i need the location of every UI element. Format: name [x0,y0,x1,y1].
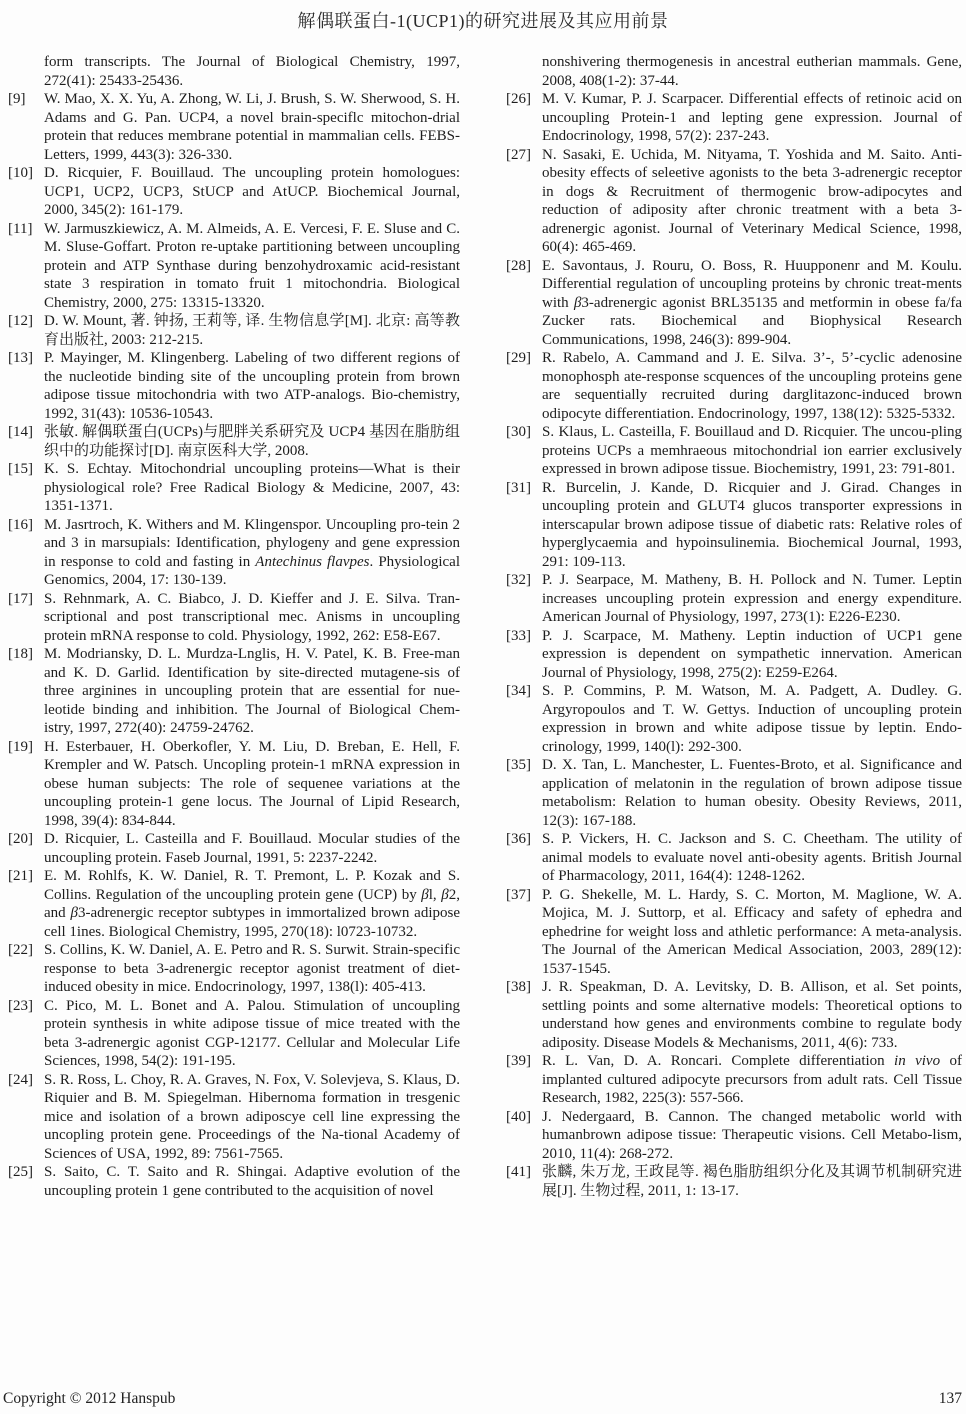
reference-number: [13] [8,350,33,366]
reference-text: K. S. Echtay. Mitochondrial uncoupling proteins—What is their physiological role? Free Radical Biology & Medicine, 2007, 43: 1351-1371. [44,461,460,514]
reference-text: nonshivering thermogenesis in ancestral eutherian mammals. Gene, 2008, 408(1-2): 37-44. [542,54,962,89]
reference-text: M. V. Kumar, P. J. Scarpacer. Differential effects of retinoic acid on uncoupling Protein-1 and lepting gene expression. Journal of Endocrinology, 1998, 57(2): 237-243. [542,91,962,144]
reference-entry [8,53,460,90]
reference-entry [8,830,460,867]
reference-number: [20] [8,831,33,847]
reference-number: [22] [8,942,33,958]
reference-entry [506,146,962,257]
reference-text: E. Savontaus, J. Rouru, O. Boss, R. Huupponenr and M. Koulu. Differential regulation of uncoupling proteins by chronic treat-ments with β3-adrenergic agonist BRL35135 and metformin in obese fa/fa Zucker rats. Biochemical and Biophysical Research Communications, 1998, 246(3): 899-904. [542,257,962,348]
reference-entry [506,886,962,979]
reference-number: [14] [8,424,33,440]
reference-entry [8,460,460,516]
reference-text: E. M. Rohlfs, K. W. Daniel, R. T. Premont, L. P. Kozak and S. Collins. Regulation of the uncoupling protein gene (UCP) by βl, β2, and β3-adrenergic receptor subtypes in immortalized brown adipose cell 1ines. Biological Chemistry, 1995, 270(18): l0723-10732. [44,868,460,940]
reference-number: [17] [8,590,33,607]
reference-number: [25] [8,1164,33,1180]
page-number: 137 [938,1390,962,1407]
reference-text: C. Pico, M. L. Bonet and A. Palou. Stimulation of uncoupling protein synthesis in white adipose tissue of mice treated with the beta 3-adrenergic agonist CGP-12177. Cellular and Molecular Life Sciences, 1998, 54(2): 191-195. [44,997,460,1069]
page-footer [3,1390,962,1408]
reference-entry [8,423,460,460]
reference-entry [8,220,460,313]
reference-entry [8,349,460,423]
reference-number: [21] [8,868,33,884]
reference-entry [8,164,460,220]
reference-text: S. P. Commins, P. M. Watson, M. A. Padgett, A. Dudley. G. Argyropoulos and T. W. Gettys. Induction of uncoupling protein expression in brown and white adipose tissue by leptin. Endo-crinology, 1999, 140(l): 292-300. [542,683,962,755]
reference-number: [40] [506,1108,531,1125]
reference-number: [16] [8,516,33,533]
reference-text: W. Jarmuszkiewicz, A. M. Almeids, A. E. Vercesi, F. E. Sluse and C. M. Sluse-Goffart. Proton re-uptake partitioning between uncoupling protein and ATP Synthase during benzohydroxamic acid-resistant state 3 respiration in tomato fruit 1 mitochondria. Biological Chemistry, 2000, 275: 13315-13320. [44,220,460,311]
reference-number: [34] [506,683,531,699]
reference-text: D. X. Tan, L. Manchester, L. Fuentes-Broto, et al. Significance and application of melatonin in the regulation of brown adipose tissue metabolism: Relation to human obesity. Obesity Reviews, 2011, 12(3): 167-188. [542,757,962,829]
reference-number: [15] [8,461,33,477]
reference-entry [8,645,460,738]
reference-number: [29] [506,350,531,366]
reference-number: [19] [8,738,33,755]
reference-entry [506,257,962,350]
reference-number: [28] [506,257,531,274]
reference-number: [32] [506,572,531,588]
reference-number: [41] [506,1164,531,1180]
reference-number: [26] [506,91,531,107]
reference-entry [8,997,460,1071]
reference-entry [8,516,460,590]
reference-entry [8,738,460,831]
reference-number: [18] [8,646,33,662]
reference-text: D. Ricquier, L. Casteilla and F. Bouillaud. Mocular studies of the uncoupling protein. Faseb Journal, 1991, 5: 2237-2242. [44,831,460,866]
reference-number: [36] [506,831,531,847]
reference-entry [506,1108,962,1164]
reference-text: N. Sasaki, E. Uchida, M. Nityama, T. Yoshida and M. Saito. Anti-obesity effects of seleetive agonists to the beta 3-adrenergic receptor in dogs & Recruitment of thermogenic brow-adipocytes and reduction of adiposity after chronic treatment with a beta 3-adrenergic agonist. Journal of Veterinary Medical Science, 1998, 60(4): 465-469. [542,146,962,255]
reference-number: [30] [506,424,531,440]
reference-entry [506,682,962,756]
reference-entry [506,627,962,683]
reference-entry [8,590,460,646]
reference-text: P. Mayinger, M. Klingenberg. Labeling of two different regions of the nucleotide binding site of the uncoupling protein from brown adipose tissue mitochondria with two ATP-analogs. Bio-chemistry, 1992, 31(43): 10536-10543. [44,350,460,422]
reference-number: [10] [8,165,33,181]
reference-text: D. W. Mount, 著. 钟扬, 王莉等, 译. 生物信息学[M]. 北京: 高等教育出版社, 2003: 212-215. [44,313,460,348]
reference-text: S. Collins, K. W. Daniel, A. E. Petro and R. S. Surwit. Strain-specific response to beta 3-adrenergic receptor agonist treatment of diet-induced obesity in mice. Endocrinology, 1997, 138(l): 405-413. [44,942,460,995]
reference-text: J. Nedergaard, B. Cannon. The changed metabolic world with humanbrown adipose tissue: Therapeutic visions. Cell Metabo-lism, 2010, 11(4): 268-272. [542,1108,962,1162]
reference-entry [506,978,962,1052]
references-columns [8,53,962,1200]
references-column-right [506,53,962,1200]
reference-text: S. R. Ross, L. Choy, R. A. Graves, N. Fox, V. Solevjeva, S. Klaus, D. Riquier and B. M. Spiegelman. Hibernoma formation in tresgenic mice and isolation of a brown adiposcye cell line expressing the uncopling protein gene. Proceedings of the Na-tional Academy of Sciences of USA, 1992, 89: 7561-7565. [44,1071,460,1162]
reference-number: [38] [506,979,531,995]
reference-text: 张敏. 解偶联蛋白(UCPs)与肥胖关系研究及 UCP4 基因在脂肪组织中的功能探讨[D]. 南京医科大学, 2008. [44,424,460,459]
reference-entry [8,867,460,941]
reference-entry [506,1163,962,1200]
reference-text: J. R. Speakman, D. A. Levitsky, D. B. Allison, et al. Set points, settling points and some alternative models: Theoretical options to understand how genes and environments combine to regulate body adiposity. Disease Models & Mechanisms, 2011, 4(6): 733. [542,979,962,1051]
reference-text: S. Saito, C. T. Saito and R. Shingai. Adaptive evolution of the uncoupling protein 1 gene contributed to the acquisition of novel [44,1164,460,1199]
reference-entry [506,756,962,830]
copyright-text: Copyright © 2012 Hanspub [3,1390,176,1407]
reference-text: M. Jasrtroch, K. Withers and M. Klingenspor. Uncoupling pro-tein 2 and 3 in marsupials: Identification, phylogeny and gene expression in response to cold and fasting in Antechinus flavpes. Physiological Genomics, 2004, 17: 130-139. [44,516,461,588]
reference-text: M. Modriansky, D. L. Murdza-Lnglis, H. V. Patel, K. B. Free-man and K. D. Garlid. Identification by site-directed mutagene-sis of three arginines in uncoupling protein that are essential for nue- leotide binding and inhibition. The Journal of Biological Chem- istry, 1997, 272(40): 24759-24762. [44,646,460,736]
reference-number: [31] [506,479,531,496]
reference-text: R. Burcelin, J. Kande, D. Ricquier and J. Girad. Changes in uncoupling protein and GLUT4 glucos transporter expressions in interscapular brown adipose tissue of diabetic rats: Relative roles of hyperglycaemia and hypoinsulinemia. Biochemical Journal, 1993, 291: 109-113. [542,479,962,570]
reference-text: 张麟, 朱万龙, 王政昆等. 褐色脂肪组织分化及其调节机制研究进展[J]. 生物过程, 2011, 1: 13-17. [542,1164,962,1199]
reference-entry [506,349,962,423]
reference-text: S. Rehnmark, A. C. Biabco, J. D. Kieffer and J. E. Silva. Tran-scriptional and post transcriptional mec. Anisms in uncoupling protein mRNA response to cold. Physiology, 1992, 262: E58-E67. [44,590,460,644]
reference-entry [506,1052,962,1108]
reference-text: S. Klaus, L. Casteilla, F. Bouillaud and D. Ricquier. The uncou-pling proteins UCPs a memhraeous mitochondrial ion earrier exclusively expressed in brown adipose tissue. Biochemistry, 1991, 23: 791-801. [542,424,962,477]
reference-text: P. J. Searpace, M. Matheny, B. H. Pollock and N. Tumer. Leptin increases uncoupling protein expression and energy expenditure. American Journal of Physiology, 1997, 273(1): E226-E230. [542,572,962,625]
reference-text: P. J. Scarpace, M. Matheny. Leptin induction of UCP1 gene expression is dependent on sympathetic innervation. American Journal of Physiology, 1998, 275(2): E259-E264. [542,627,962,681]
references-column-left [8,53,460,1200]
reference-number: [24] [8,1071,33,1088]
reference-text: D. Ricquier, F. Bouillaud. The uncoupling protein homologues: UCP1, UCP2, UCP3, StUCP and AtUCP. Biochemical Journal, 2000, 345(2): 161-179. [44,165,460,218]
reference-text: S. P. Vickers, H. C. Jackson and S. C. Cheetham. The utility of animal models to evaluate novel anti-obesity agents. British Journal of Pharmacology, 2011, 164(4): 1248-1262. [542,831,962,884]
reference-entry [506,90,962,146]
reference-number: [33] [506,627,531,644]
reference-text: R. Rabelo, A. Cammand and J. E. Silva. 3’-, 5’-cyclic adenosine monophosph ate-response scquences of the uncoupling proteins gene are sequentially recruited during darglitazonc-induced brown odipocyte differentiation. Endocrinology, 1997, 138(12): 5325-5332. [542,350,962,422]
reference-text: H. Esterbauer, H. Oberkofler, Y. M. Liu, D. Breban, E. Hell, F. Krempler and W. Patsch. Uncopling protein-1 mRNA expression in obese human subjects: The role of sequenee variations at the uncoupling protein-1 gene locus. The Journal of Lipid Research, 1998, 39(4): 834-844. [44,738,460,829]
reference-entry [8,312,460,349]
reference-entry [8,1163,460,1200]
reference-text: W. Mao, X. X. Yu, A. Zhong, W. Li, J. Brush, S. W. Sherwood, S. H. Adams and G. Pan. UCP4, a novel brain-speciflc mitochon-drial protein that reduces membrane potential in mammalian cells. FEBS-Letters, 1999, 443(3): 326-330. [44,91,460,163]
reference-entry [506,53,962,90]
reference-entry [8,941,460,997]
reference-number: [27] [506,146,531,163]
reference-number: [39] [506,1053,531,1069]
reference-entry [506,479,962,572]
reference-entry [8,90,460,164]
reference-number: [11] [8,220,33,237]
reference-number: [35] [506,757,531,773]
reference-entry [506,571,962,627]
reference-number: [9] [8,91,26,107]
reference-text: R. L. Van, D. A. Roncari. Complete differentiation in vivo of implanted cultured adipocyte precursors from adult rats. Cell Tissue Research, 1982, 225(3): 557-566. [542,1053,962,1106]
reference-text: P. G. Shekelle, M. L. Hardy, S. C. Morton, M. Maglione, W. A. Mojica, M. J. Suttorp, et al. Efficacy and safety of ephedra and ephedrine for weight loss and athletic performance: A meta-analysis. The Journal of the American Medical Association, 2003, 289(12): 1537-1545. [542,886,962,977]
reference-entry [8,1071,460,1164]
page-title: 解偶联蛋白-1(UCP1)的研究进展及其应用前景 [297,11,669,31]
reference-number: [12] [8,313,33,329]
reference-text: form transcripts. The Journal of Biological Chemistry, 1997, 272(41): 25433-25436. [44,54,460,89]
reference-number: [23] [8,997,33,1014]
reference-entry [506,830,962,886]
reference-number: [37] [506,886,531,903]
reference-entry [506,423,962,479]
